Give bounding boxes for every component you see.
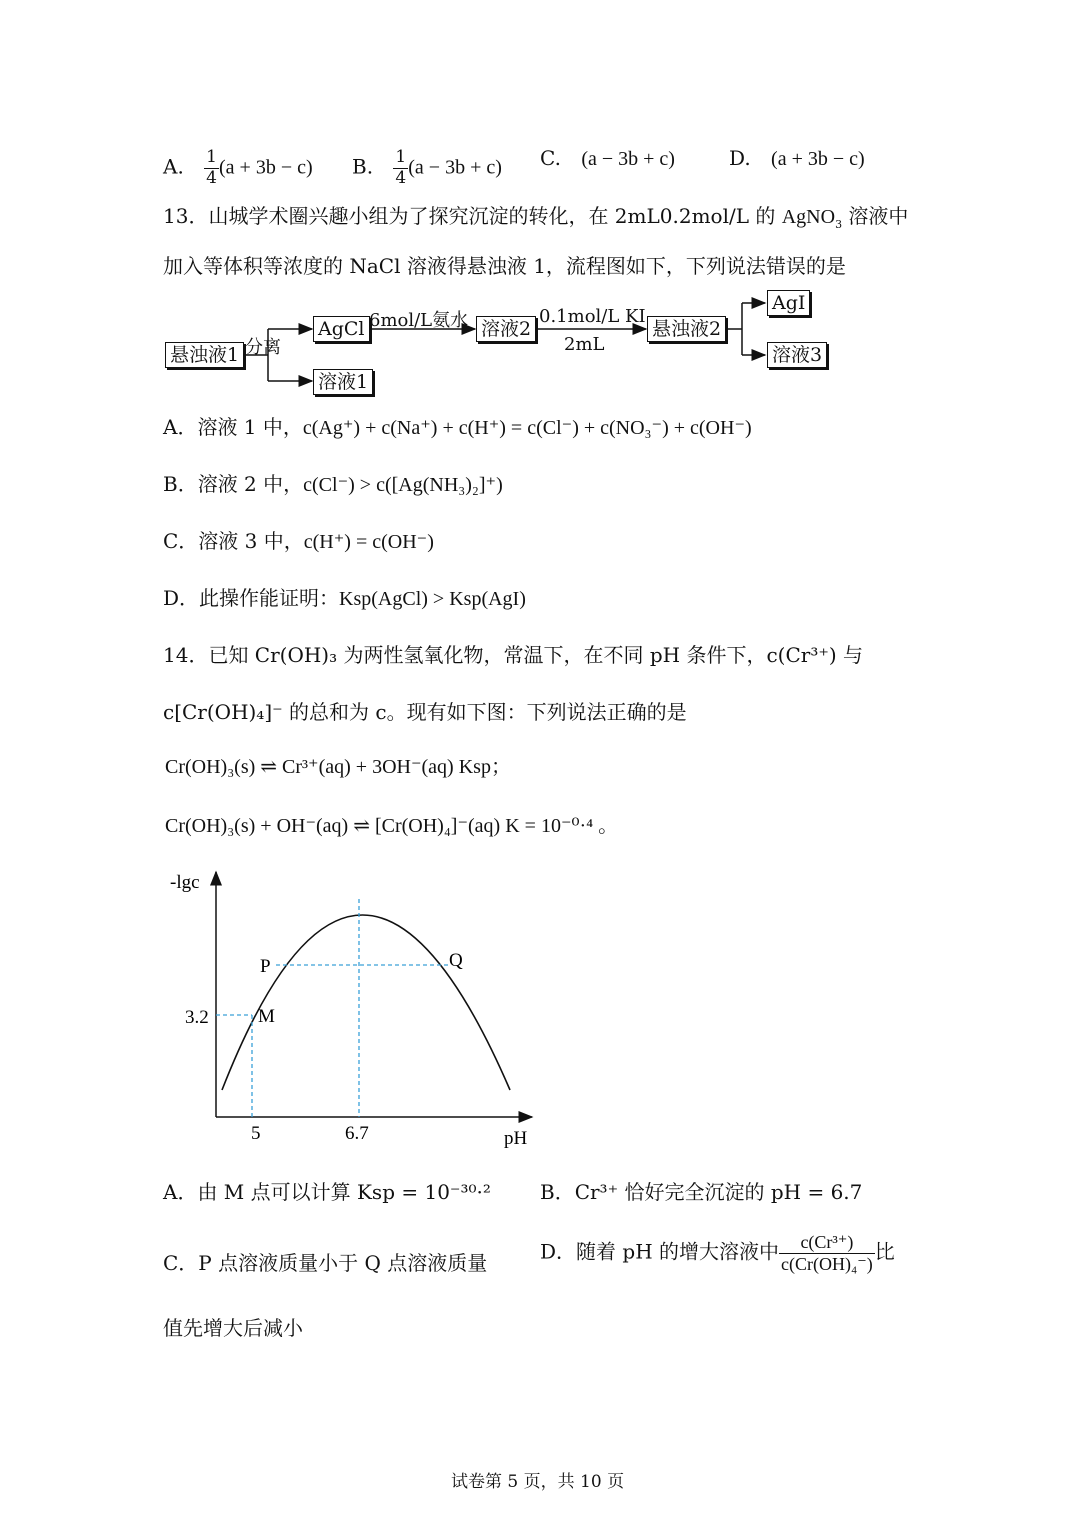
flow-box-suspension2: 悬浊液2: [647, 316, 726, 342]
q14-equation-2: Cr(OH)₃(s) + OH⁻(aq) ⇌ [Cr(OH)₄]⁻(aq) K = 10⁻⁰·⁴ 。: [165, 815, 619, 837]
point-q-label: Q: [449, 950, 463, 971]
q14-stem-line1: 14．已知 Cr(OH)₃ 为两性氢氧化物，常温下，在不同 pH 条件下，c(Cr³⁺) 与: [163, 643, 864, 667]
q12-option-b: B. $\frac{1}{4}$ (a − 3b + c): [352, 147, 502, 188]
q12-option-d: D. (a + 3b − c): [729, 146, 865, 170]
q13-option-a: A．溶液 1 中，c(Ag⁺) + c(Na⁺) + c(H⁺) = c(Cl⁻) + c(NO₃⁻) + c(OH⁻): [163, 415, 752, 439]
q14-option-d-continued: 值先增大后减小: [163, 1316, 303, 1340]
q13-option-d: D．此操作能证明：Ksp(AgCl) > Ksp(AgI): [163, 586, 526, 610]
curve: [222, 915, 510, 1090]
x-tick-5: 5: [251, 1123, 261, 1144]
point-p-label: P: [260, 956, 271, 977]
flow-box-solution3: 溶液3: [767, 342, 827, 368]
q14-option-a: A．由 M 点可以计算 Ksp = 10⁻³⁰·²: [163, 1180, 491, 1204]
flow-label-ammonia: 6mol/L氨水: [369, 310, 469, 331]
q14-option-b: B．Cr³⁺ 恰好完全沉淀的 pH = 6.7: [540, 1180, 863, 1204]
q13-option-c: C．溶液 3 中，c(H⁺) = c(OH⁻): [163, 529, 434, 553]
q13-stem-line2: 加入等体积等浓度的 NaCl 溶液得悬浊液 1，流程图如下，下列说法错误的是: [163, 254, 846, 278]
x-axis-label: pH: [504, 1128, 528, 1149]
x-tick-6-7: 6.7: [345, 1123, 369, 1144]
q14-stem-line2: c[Cr(OH)₄]⁻ 的总和为 c。现有如下图：下列说法正确的是: [163, 700, 687, 724]
point-m-label: M: [258, 1006, 275, 1027]
q14-option-d: D．随着 pH 的增大溶液中 $\frac{\text{c(Cr³⁺)}}{\text{c(Cr(OH)₄⁻)}}$ 比: [540, 1232, 895, 1274]
page-footer: 试卷第 5 页，共 10 页: [451, 1472, 625, 1492]
flow-label-ki: 0.1mol/L KI: [539, 306, 646, 327]
y-axis-label: -lgc: [170, 872, 200, 893]
q12-option-a: A. $\frac{1}{4}$ (a + 3b − c): [163, 147, 313, 188]
q14-equation-1: Cr(OH)₃(s) ⇌ Cr³⁺(aq) + 3OH⁻(aq) Ksp；: [165, 756, 511, 778]
q12-option-c: C. (a − 3b + c): [540, 146, 675, 170]
q14-chart: [150, 860, 550, 1160]
y-tick-3-2: 3.2: [185, 1007, 209, 1028]
q14-option-c: C．P 点溶液质量小于 Q 点溶液质量: [163, 1251, 488, 1275]
q13-stem-line1: 13．山城学术圈兴趣小组为了探究沉淀的转化，在 2mL0.2mol/L 的 AgNO$_3$ 溶液中: [163, 204, 909, 231]
flow-box-agi: AgI: [767, 290, 810, 316]
flow-box-suspension1: 悬浊液1: [165, 342, 244, 368]
flow-box-solution2: 溶液2: [476, 316, 536, 342]
flow-label-separate: 分离: [245, 337, 281, 358]
flow-box-solution1: 溶液1: [313, 369, 373, 395]
q13-option-b: B．溶液 2 中，c(Cl⁻) > c([Ag(NH₃)₂]⁺): [163, 472, 503, 496]
flowchart-arrows: [0, 0, 1080, 420]
flow-box-agcl: AgCl: [313, 316, 370, 342]
flow-label-volume: 2mL: [564, 334, 605, 355]
